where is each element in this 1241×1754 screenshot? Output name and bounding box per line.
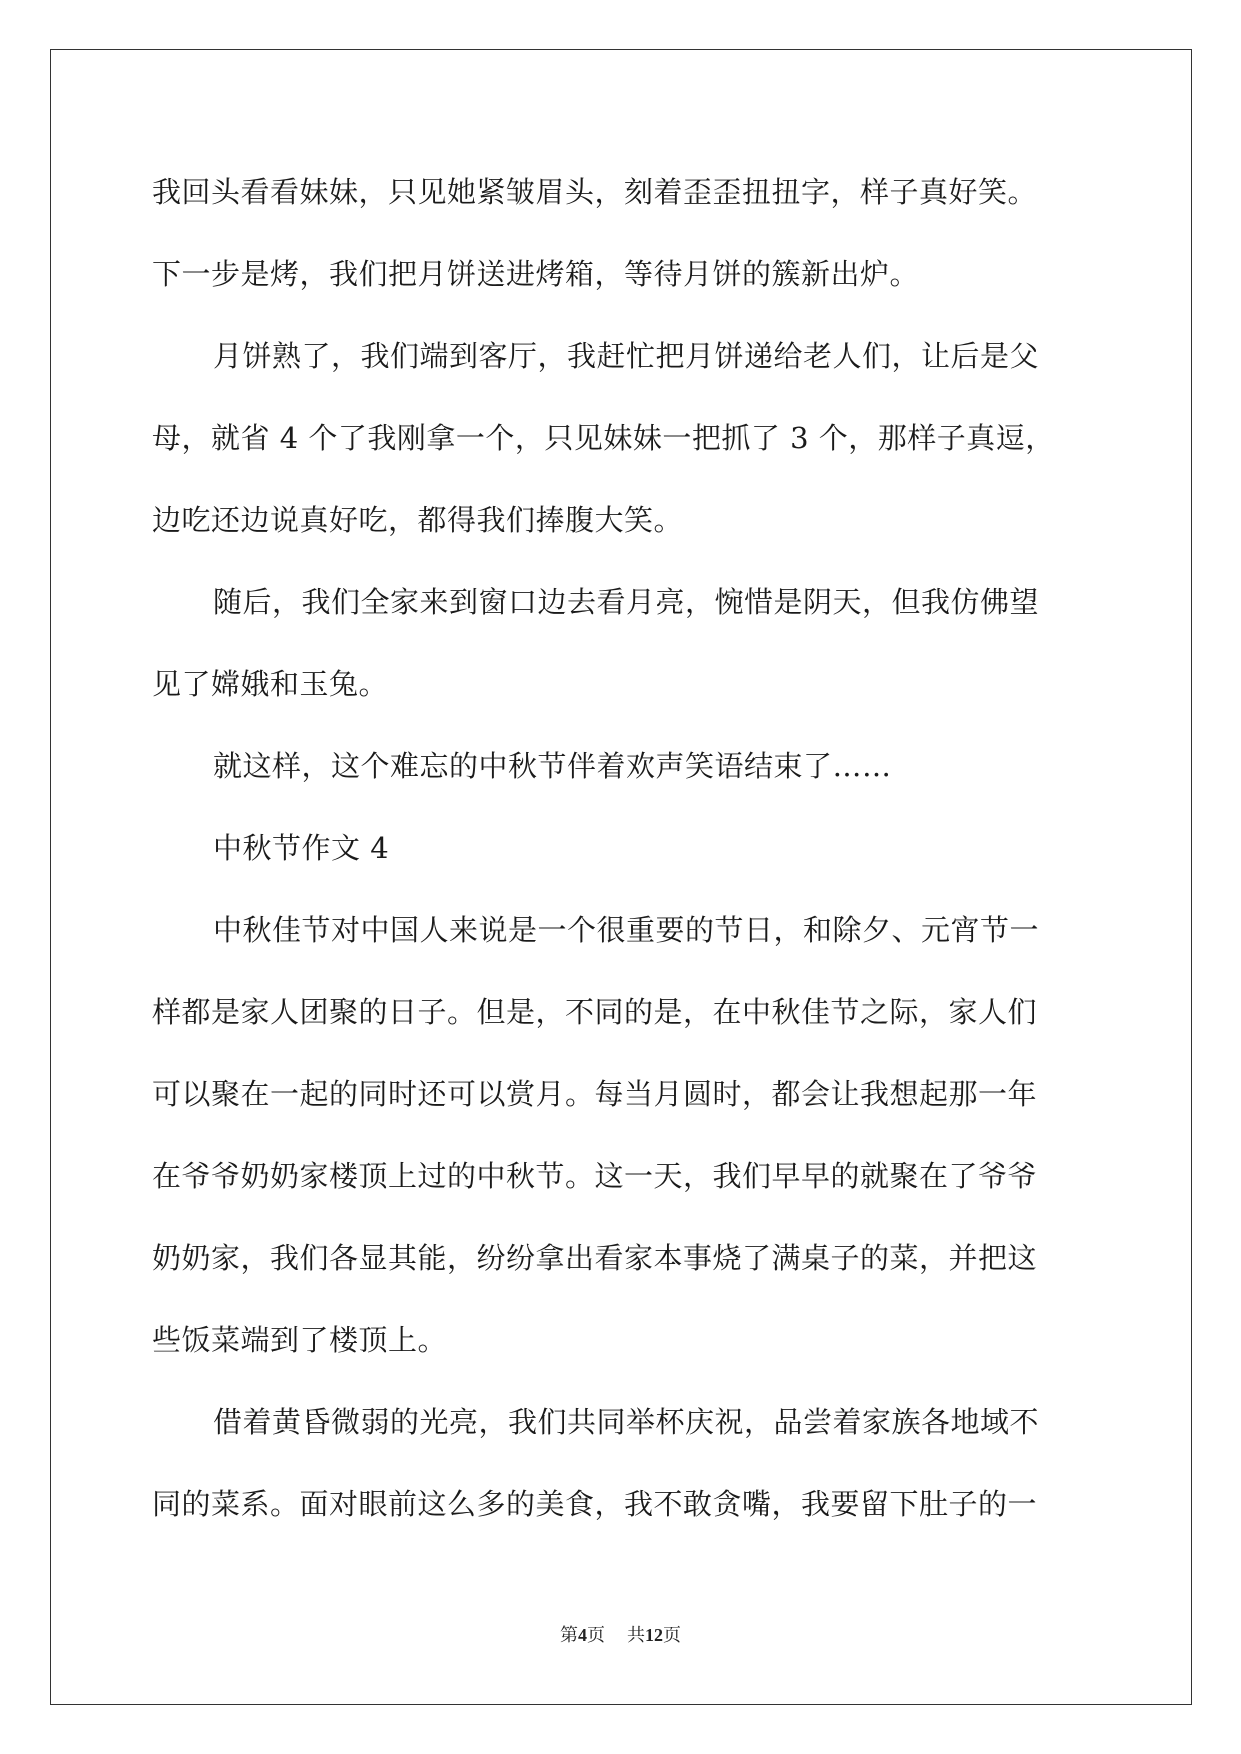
text-line: 母，就省 4 个了我刚拿一个，只见妹妹一把抓了 3 个，那样子真逗， [152, 421, 1055, 455]
text-line: 在爷爷奶奶家楼顶上过的中秋节。这一天，我们早早的就聚在了爷爷 [152, 1159, 1038, 1193]
text-line: 我回头看看妹妹，只见她紧皱眉头，刻着歪歪扭扭字，样子真好笑。 [152, 175, 1038, 209]
page-label-suffix: 页 [587, 1625, 605, 1646]
paragraph-first-line: 中秋佳节对中国人来说是一个很重要的节日，和除夕、元宵节一 [213, 913, 1040, 947]
total-label-suffix: 页 [663, 1625, 681, 1646]
total-pages: 12 [645, 1625, 663, 1645]
paragraph-first-line: 就这样，这个难忘的中秋节伴着欢声笑语结束了…… [213, 749, 892, 783]
section-heading: 中秋节作文 4 [213, 831, 390, 865]
total-label-prefix: 共 [627, 1625, 645, 1646]
page-number: 4 [578, 1625, 587, 1645]
page-footer [0, 1623, 1241, 1648]
paragraph-first-line: 月饼熟了，我们端到客厅，我赶忙把月饼递给老人们，让后是父 [213, 339, 1040, 373]
paragraph-first-line: 借着黄昏微弱的光亮，我们共同举杯庆祝，品尝着家族各地域不 [213, 1405, 1040, 1439]
text-line: 见了嫦娥和玉兔。 [152, 667, 389, 701]
text-line: 样都是家人团聚的日子。但是，不同的是，在中秋佳节之际，家人们 [152, 995, 1038, 1029]
text-line: 些饭菜端到了楼顶上。 [152, 1323, 448, 1357]
page-border [50, 49, 1192, 1705]
text-line: 下一步是烤，我们把月饼送进烤箱，等待月饼的簇新出炉。 [152, 257, 920, 291]
text-line: 奶奶家，我们各显其能，纷纷拿出看家本事烧了满桌子的菜，并把这 [152, 1241, 1038, 1275]
text-line: 同的菜系。面对眼前这么多的美食，我不敢贪嘴，我要留下肚子的一 [152, 1487, 1038, 1521]
paragraph-first-line: 随后，我们全家来到窗口边去看月亮，惋惜是阴天，但我仿佛望 [213, 585, 1040, 619]
page-label-prefix: 第 [560, 1625, 578, 1646]
text-line: 可以聚在一起的同时还可以赏月。每当月圆时，都会让我想起那一年 [152, 1077, 1038, 1111]
text-line: 边吃还边说真好吃，都得我们捧腹大笑。 [152, 503, 684, 537]
